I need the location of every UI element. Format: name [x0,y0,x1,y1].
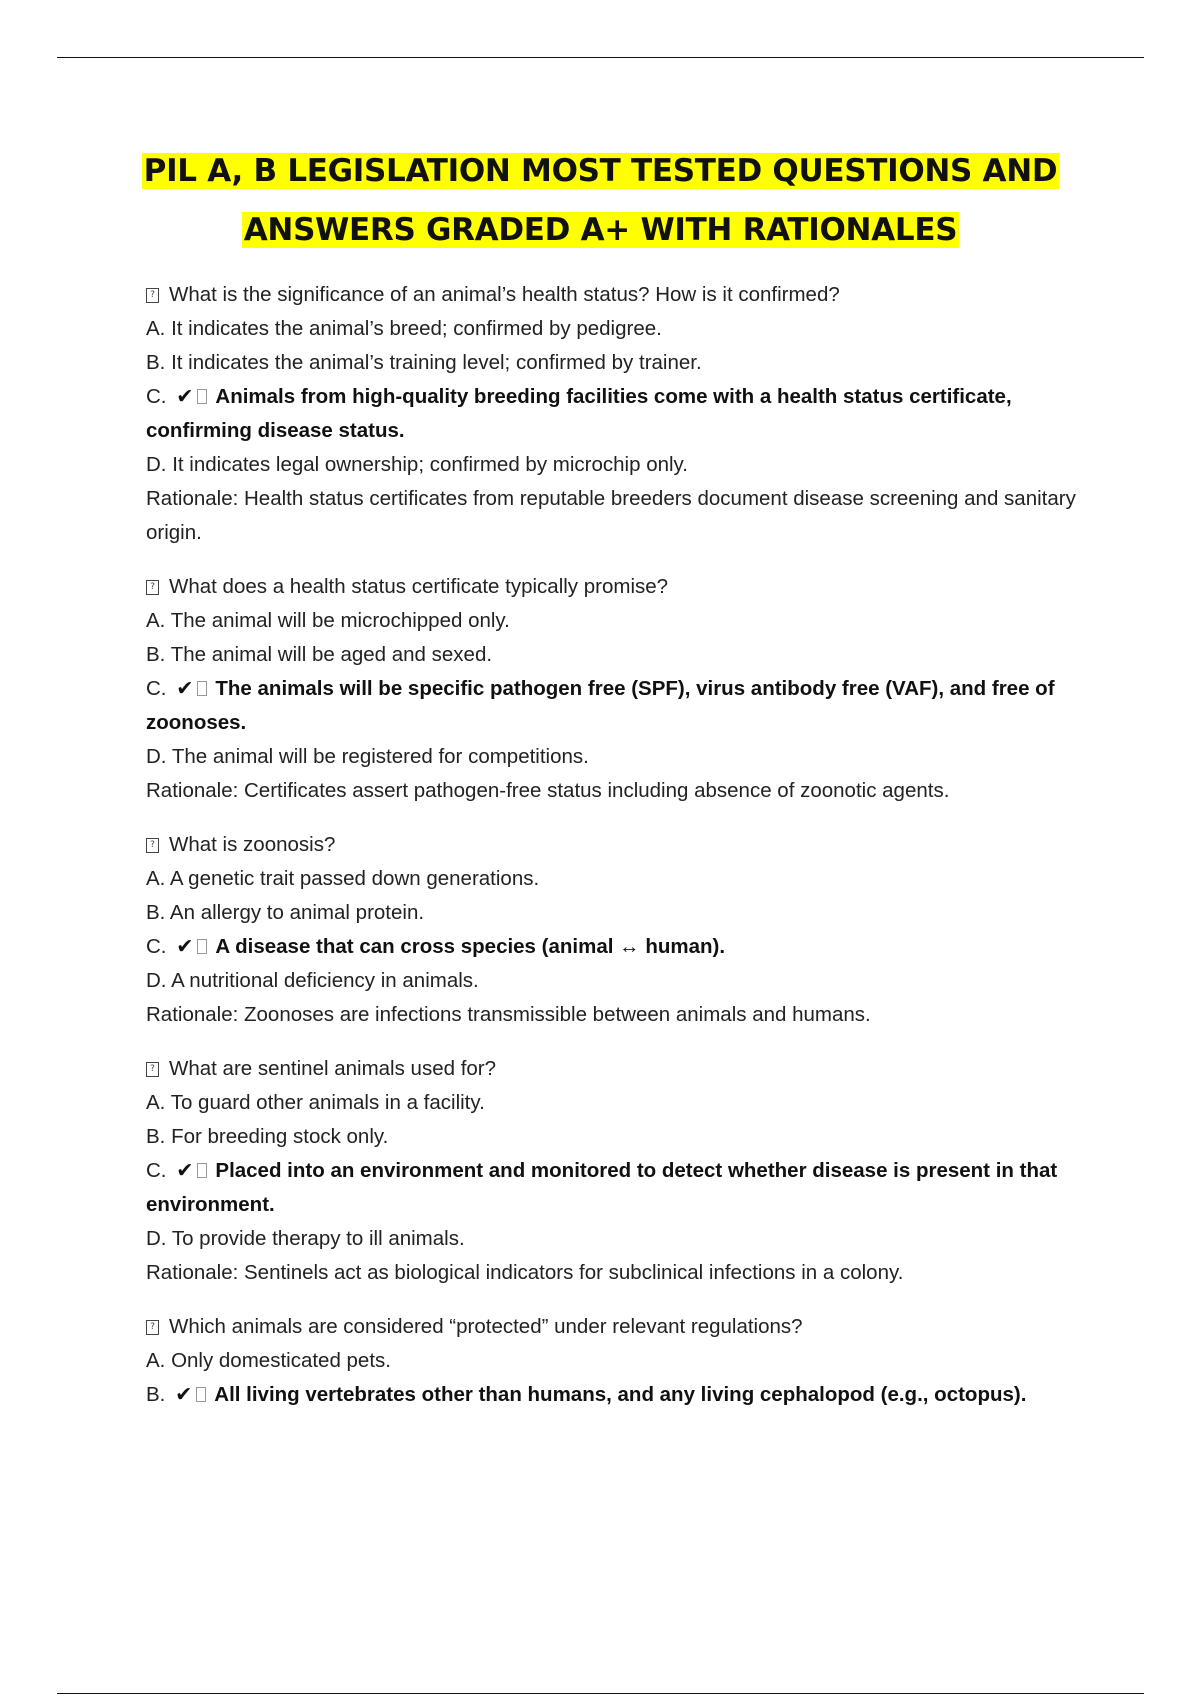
question-marker-icon: ? [146,288,159,303]
document-title [57,142,1144,260]
rationale-text: Rationale: Zoonoses are infections transmissible between animals and humans. [146,1003,871,1026]
placeholder-box-icon [197,389,207,404]
answer-text: Placed into an environment and monitored to detect whether disease is present in that environment. [146,1159,1058,1216]
correct-answer-line [146,380,1096,448]
checkmark-icon: ✔ [175,1383,193,1406]
answer-text: A disease that can cross species (animal ↔ human). [215,935,726,958]
question-marker-icon: ? [146,1062,159,1077]
question-text: Which animals are considered “protected” under relevant regulations? [169,1315,803,1338]
answer-text: Animals from high-quality breeding facilities come with a health status certificate, confirming disease status. [146,385,1012,442]
correct-answer-line [146,672,1096,740]
checkmark-icon: ✔ [176,677,194,700]
question-block [146,570,1096,808]
option-line: D. It indicates legal ownership; confirmed by microchip only. [146,453,688,476]
question-marker-icon: ? [146,580,159,595]
questions-list [146,278,1096,1432]
answer-letter: C. [146,1159,167,1182]
answer-letter: C. [146,385,167,408]
option-line: B. An allergy to animal protein. [146,901,425,924]
rationale-text: Rationale: Sentinels act as biological indicators for subclinical infections in a colony. [146,1261,904,1284]
checkmark-icon: ✔ [176,1159,194,1182]
placeholder-box-icon [196,1387,206,1402]
option-line: B. The animal will be aged and sexed. [146,643,493,666]
answer-letter: C. [146,935,167,958]
checkmark-icon: ✔ [176,935,194,958]
correct-answer-line [146,1154,1096,1222]
option-line: D. The animal will be registered for competitions. [146,745,589,768]
question-block [146,1310,1096,1412]
question-text: What are sentinel animals used for? [169,1057,497,1080]
question-marker-icon: ? [146,838,159,853]
question-text: What is the significance of an animal’s health status? How is it confirmed? [169,283,840,306]
option-line: A. The animal will be microchipped only. [146,609,510,632]
answer-text: The animals will be specific pathogen free (SPF), virus antibody free (VAF), and free of zoonoses. [146,677,1055,734]
correct-answer-line [146,930,1096,964]
title-line-2: ANSWERS GRADED A+ WITH RATIONALES [243,212,958,248]
title-line-1: PIL A, B LEGISLATION MOST TESTED QUESTIONS AND [143,153,1058,189]
question-text: What is zoonosis? [169,833,336,856]
rationale-text: Rationale: Certificates assert pathogen-free status including absence of zoonotic agents. [146,779,950,802]
option-line: A. Only domesticated pets. [146,1349,391,1372]
answer-letter: B. [146,1383,166,1406]
question-block [146,828,1096,1032]
question-block [146,1052,1096,1290]
placeholder-box-icon [197,1163,207,1178]
option-line: B. For breeding stock only. [146,1125,389,1148]
option-line: A. It indicates the animal’s breed; confirmed by pedigree. [146,317,662,340]
question-block [146,278,1096,550]
bottom-rule [57,1693,1144,1694]
question-line [146,278,1096,312]
top-rule [57,57,1144,58]
placeholder-box-icon [197,939,207,954]
question-line [146,1310,1096,1344]
option-line: D. To provide therapy to ill animals. [146,1227,465,1250]
option-line: A. To guard other animals in a facility. [146,1091,485,1114]
answer-letter: C. [146,677,167,700]
question-line [146,570,1096,604]
placeholder-box-icon [197,681,207,696]
question-marker-icon: ? [146,1320,159,1335]
question-text: What does a health status certificate typically promise? [169,575,669,598]
option-line: A. A genetic trait passed down generations. [146,867,540,890]
rationale-text: Rationale: Health status certificates from reputable breeders document disease screening and sanitary origin. [146,487,1076,544]
question-line [146,828,1096,862]
option-line: B. It indicates the animal’s training level; confirmed by trainer. [146,351,702,374]
option-line: D. A nutritional deficiency in animals. [146,969,479,992]
question-line [146,1052,1096,1086]
checkmark-icon: ✔ [176,385,194,408]
correct-answer-line [146,1378,1096,1412]
answer-text: All living vertebrates other than humans, and any living cephalopod (e.g., octopus). [214,1383,1027,1406]
